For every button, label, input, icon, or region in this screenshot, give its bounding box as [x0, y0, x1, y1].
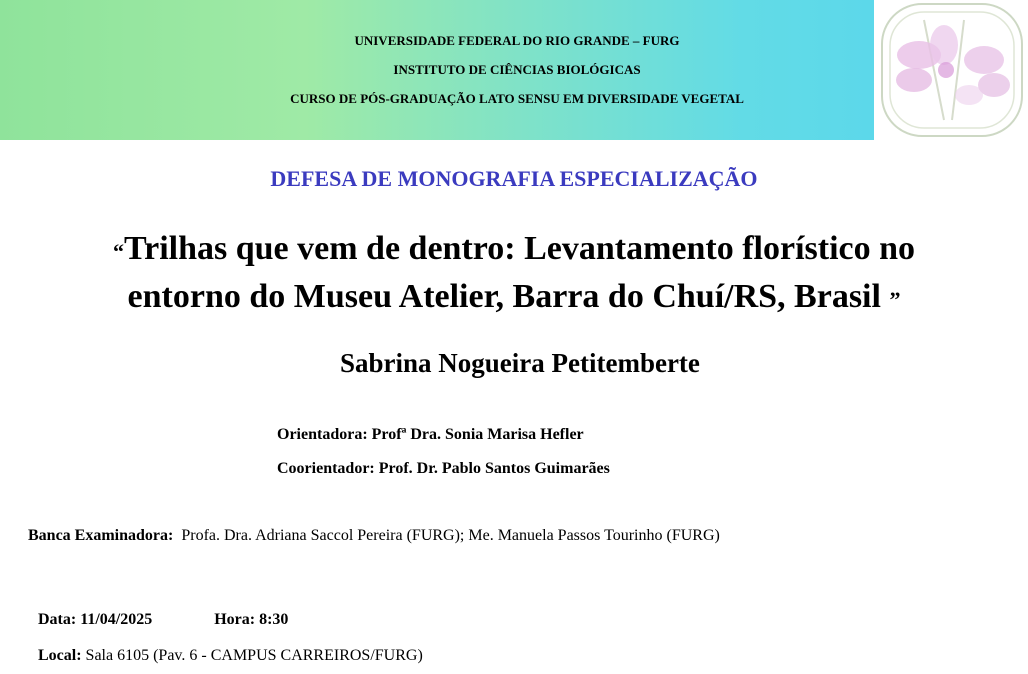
orchid-icon [874, 0, 1028, 140]
examining-board [28, 527, 720, 545]
location-row [38, 638, 423, 674]
event-info [38, 602, 423, 674]
institute-name: INSTITUTO DE CIÊNCIAS BIOLÓGICAS [393, 62, 641, 77]
location-label: Local: [38, 647, 82, 664]
location-value: Sala 6105 (Pav. 6 - CAMPUS CARREIROS/FURG) [85, 647, 423, 664]
advisors [277, 418, 610, 486]
date: Data: 11/04/2025 [38, 611, 153, 628]
title-text-2: entorno do Museu Atelier, Barra do Chuí/RS, Brasil [127, 278, 881, 315]
banca-members: Profa. Dra. Adriana Saccol Pereira (FURG); Me. Manuela Passos Tourinho (FURG) [181, 527, 720, 544]
title-line-1 [40, 226, 988, 274]
event-type: DEFESA DE MONOGRAFIA ESPECIALIZAÇÃO [270, 166, 758, 191]
orchid-logo [874, 0, 1028, 140]
header-text [140, 26, 894, 113]
orientadora: Orientadora: Profª Dra. Sonia Marisa Hefler [277, 426, 584, 443]
title-line-2 [40, 274, 988, 322]
banca-label: Banca Examinadora: [28, 527, 174, 544]
date-time-row [38, 602, 423, 638]
course-name: CURSO DE PÓS-GRADUAÇÃO LATO SENSU EM DIVERSIDADE VEGETAL [290, 91, 744, 106]
open-quote: “ [112, 239, 124, 264]
close-quote: ” [889, 287, 901, 312]
university-name: UNIVERSIDADE FEDERAL DO RIO GRANDE – FURG [354, 33, 680, 48]
monograph-title [40, 226, 988, 322]
title-text-1: Trilhas que vem de dentro: Levantamento florístico no [123, 230, 916, 267]
coorientador: Coorientador: Prof. Dr. Pablo Santos Guimarães [277, 460, 610, 477]
author-name: Sabrina Nogueira Petitemberte [340, 348, 700, 378]
time: Hora: 8:30 [214, 611, 289, 628]
